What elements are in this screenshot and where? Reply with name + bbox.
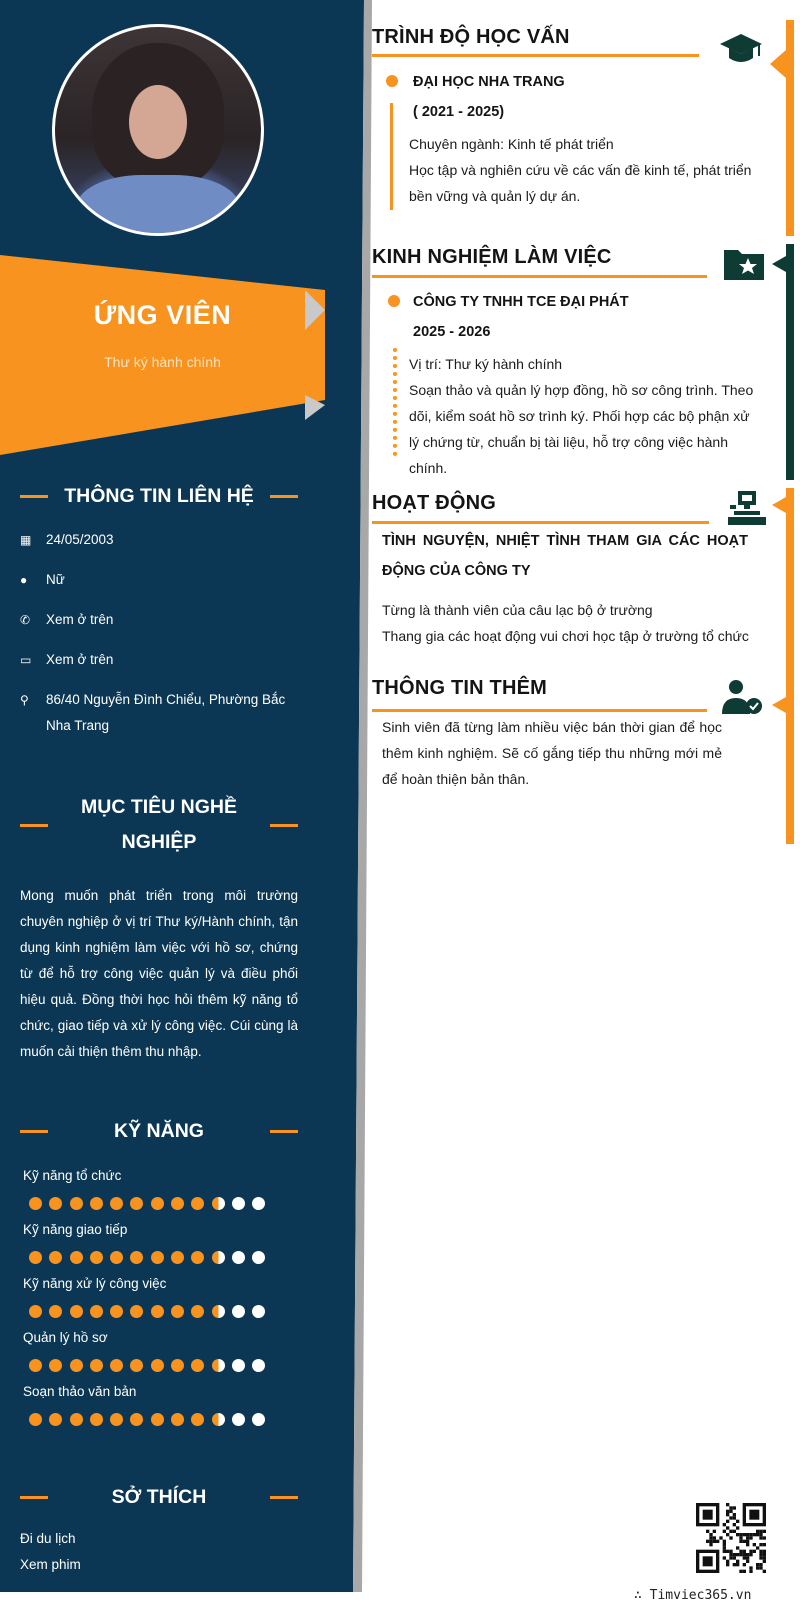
experience-desc: Soạn thảo và quản lý hợp đồng, hồ sơ công trình. Theo dõi, kiểm soát hồ sơ trình ký. Phối hợp các bộ phận xử lý chứng từ, chuẩn bị tài liệu, hỗ trợ công việc hành chính.: [409, 382, 754, 476]
skill-dot-filled: [49, 1359, 62, 1372]
objective-text: Mong muốn phát triển trong môi trường chuyên nghiệp ở vị trí Thư ký/Hành chính, tận dụng kinh nghiệm làm việc với hồ sơ, chứng từ để hỗ trợ công việc quản lý và điều phối hiệu quả. Đồng thời học hỏi thêm kỹ năng tổ chức, giao tiếp và xử lý công việc. Cúi cùng là muốn cải thiện thêm thu nhập.: [20, 888, 298, 1059]
objective-section-header: [20, 790, 298, 860]
skill-dot-filled: [191, 1197, 204, 1210]
additional-underline: [372, 709, 707, 712]
skills-section-header: [20, 1114, 298, 1149]
skill-rating: [29, 1197, 265, 1210]
skill-dot-empty: [252, 1251, 265, 1264]
contact-birthdate: [20, 527, 300, 553]
hobbies-title: SỞ THÍCH: [111, 1486, 207, 1508]
hobby-item: Xem phim: [20, 1557, 81, 1572]
skill-dot-empty: [232, 1413, 245, 1426]
skill-dot-filled: [130, 1305, 143, 1318]
skill-dot-filled: [110, 1197, 123, 1210]
skill-dot-filled: [191, 1251, 204, 1264]
skill-dot-filled: [110, 1413, 123, 1426]
experience-timeline: [393, 348, 397, 456]
education-desc: Học tập và nghiên cứu về các vấn đề kinh tế, phát triển bền vững và quản lý dự án.: [409, 162, 752, 204]
skill-dot-filled: [171, 1251, 184, 1264]
skill-dot-filled: [171, 1197, 184, 1210]
podium-award-icon: [724, 489, 770, 529]
header-dash: [20, 1496, 48, 1499]
skill-dot-filled: [90, 1305, 103, 1318]
education-major: Chuyên ngành: Kinh tế phát triển: [409, 136, 614, 152]
skill-label: Soạn thảo văn bản: [23, 1384, 137, 1399]
school-name: ĐẠI HỌC NHA TRANG: [413, 74, 565, 90]
experience-bullet: [388, 295, 400, 307]
experience-period: 2025 - 2026: [413, 324, 491, 340]
skill-dot-filled: [171, 1413, 184, 1426]
skill-dot-filled: [110, 1359, 123, 1372]
header-dash: [270, 1496, 298, 1499]
skill-dot-filled: [110, 1251, 123, 1264]
education-title: TRÌNH ĐỘ HỌC VẤN: [372, 26, 570, 48]
skill-dot-half: [212, 1359, 225, 1372]
skill-rating: [29, 1359, 265, 1372]
hobbies-section-header: [20, 1480, 298, 1515]
skill-dot-filled: [130, 1197, 143, 1210]
skill-dot-filled: [171, 1359, 184, 1372]
education-timeline: [390, 103, 393, 210]
skill-dot-filled: [130, 1413, 143, 1426]
birthdate-value: 24/05/2003: [46, 532, 114, 547]
activities-headline: TÌNH NGUYỆN, NHIỆT TÌNH THAM GIA CÁC HOẠT ĐỘNG CỦA CÔNG TY: [382, 533, 748, 579]
additional-text: Sinh viên đã từng làm nhiều việc bán thời gian để học thêm kinh nghiệm. Sẽ cố gắng tiếp thu những mới mẻ để hoàn thiện bản thân.: [382, 719, 722, 787]
skill-dot-filled: [130, 1359, 143, 1372]
skill-dot-empty: [252, 1305, 265, 1318]
skill-dot-empty: [232, 1251, 245, 1264]
skill-dot-filled: [49, 1305, 62, 1318]
hobby-item: Đi du lịch: [20, 1531, 76, 1546]
email-value: Xem ở trên: [46, 652, 114, 667]
avatar: [52, 24, 264, 236]
skill-dot-filled: [191, 1305, 204, 1318]
qr-code[interactable]: [696, 1503, 766, 1573]
skill-dot-filled: [191, 1413, 204, 1426]
objective-title: [48, 790, 270, 860]
activities-title: HOẠT ĐỘNG: [372, 492, 497, 514]
contact-section-header: [20, 479, 298, 514]
skill-dot-filled: [90, 1197, 103, 1210]
skill-dot-filled: [29, 1413, 42, 1426]
skill-dot-filled: [70, 1305, 83, 1318]
activity-item: Thang gia các hoạt động vui chơi học tập ở trường tổ chức: [382, 628, 749, 644]
skill-dot-filled: [130, 1251, 143, 1264]
header-dash: [270, 824, 298, 827]
company-name: CÔNG TY TNHH TCE ĐẠI PHÁT: [413, 294, 629, 310]
skill-dot-filled: [151, 1359, 164, 1372]
skill-dot-half: [212, 1413, 225, 1426]
objective-title-line2: NGHIỆP: [121, 831, 197, 853]
skill-rating: [29, 1251, 265, 1264]
objective-title-line1: MỤC TIÊU NGHỀ: [81, 796, 237, 818]
skill-dot-half: [212, 1197, 225, 1210]
footer-brand[interactable]: ∴ Timviec365.vn: [634, 1588, 752, 1603]
skill-dot-filled: [151, 1197, 164, 1210]
skill-dot-filled: [90, 1413, 103, 1426]
skill-dot-empty: [232, 1197, 245, 1210]
experience-title: KINH NGHIỆM LÀM VIỆC: [372, 246, 612, 268]
user-check-icon: [720, 678, 766, 718]
candidate-name: ỨNG VIÊN: [93, 300, 232, 330]
skill-dot-filled: [29, 1359, 42, 1372]
skill-dot-filled: [151, 1413, 164, 1426]
header-dash: [270, 495, 298, 498]
education-period: ( 2021 - 2025): [413, 104, 505, 120]
skill-dot-filled: [29, 1197, 42, 1210]
skill-dot-filled: [70, 1251, 83, 1264]
skill-label: Quản lý hồ sơ: [23, 1330, 108, 1345]
skill-dot-empty: [232, 1305, 245, 1318]
skill-dot-filled: [29, 1251, 42, 1264]
skill-dot-empty: [252, 1413, 265, 1426]
candidate-role: Thư ký hành chính: [104, 354, 221, 370]
header-dash: [20, 1130, 48, 1133]
education-underline: [372, 54, 699, 57]
skill-dot-filled: [151, 1251, 164, 1264]
skill-dot-filled: [70, 1359, 83, 1372]
location-icon: ⚲: [20, 693, 29, 707]
education-bullet: [386, 75, 398, 87]
experience-underline: [372, 275, 707, 278]
phone-icon: ✆: [20, 613, 31, 627]
calendar-icon: ▦: [20, 533, 32, 547]
skill-dot-filled: [191, 1359, 204, 1372]
additional-title: THÔNG TIN THÊM: [372, 677, 548, 699]
gender-value: Nữ: [46, 572, 65, 587]
folder-star-icon: [722, 244, 768, 284]
skill-dot-filled: [70, 1197, 83, 1210]
skill-dot-empty: [232, 1359, 245, 1372]
activities-underline: [372, 521, 709, 524]
skill-dot-half: [212, 1305, 225, 1318]
skill-dot-empty: [252, 1359, 265, 1372]
skill-dot-filled: [90, 1251, 103, 1264]
skill-dot-filled: [49, 1251, 62, 1264]
header-dash: [20, 495, 48, 498]
skill-dot-filled: [29, 1305, 42, 1318]
phone-value: Xem ở trên: [46, 612, 114, 627]
header-dash: [20, 824, 48, 827]
skill-dot-filled: [151, 1305, 164, 1318]
skill-label: Kỹ năng xử lý công việc: [23, 1276, 167, 1291]
skill-dot-filled: [110, 1305, 123, 1318]
skill-dot-filled: [90, 1359, 103, 1372]
person-icon: ●: [20, 573, 28, 587]
contact-address: [20, 687, 300, 739]
experience-position: Vị trí: Thư ký hành chính: [409, 356, 563, 372]
contact-title: THÔNG TIN LIÊN HỆ: [64, 485, 254, 507]
contact-phone: [20, 607, 300, 633]
skills-title: KỸ NĂNG: [114, 1120, 204, 1142]
skill-dot-filled: [49, 1197, 62, 1210]
contact-email: [20, 647, 300, 673]
skill-label: Kỹ năng tổ chức: [23, 1168, 122, 1183]
skill-dot-empty: [252, 1197, 265, 1210]
contact-gender: [20, 567, 300, 593]
skill-dot-half: [212, 1251, 225, 1264]
skill-dot-filled: [70, 1413, 83, 1426]
skill-dot-filled: [171, 1305, 184, 1318]
header-dash: [270, 1130, 298, 1133]
skill-rating: [29, 1305, 265, 1318]
address-value: 86/40 Nguyễn Đình Chiểu, Phường Bắc Nha Trang: [46, 692, 286, 733]
skill-label: Kỹ năng giao tiếp: [23, 1222, 128, 1237]
avatar-face: [129, 85, 187, 159]
avatar-shirt: [76, 175, 241, 236]
skill-rating: [29, 1413, 265, 1426]
activity-item: Từng là thành viên của câu lạc bộ ở trường: [382, 602, 653, 618]
graduation-cap-icon: [718, 28, 764, 68]
skill-dot-filled: [49, 1413, 62, 1426]
email-icon: ▭: [20, 653, 32, 667]
